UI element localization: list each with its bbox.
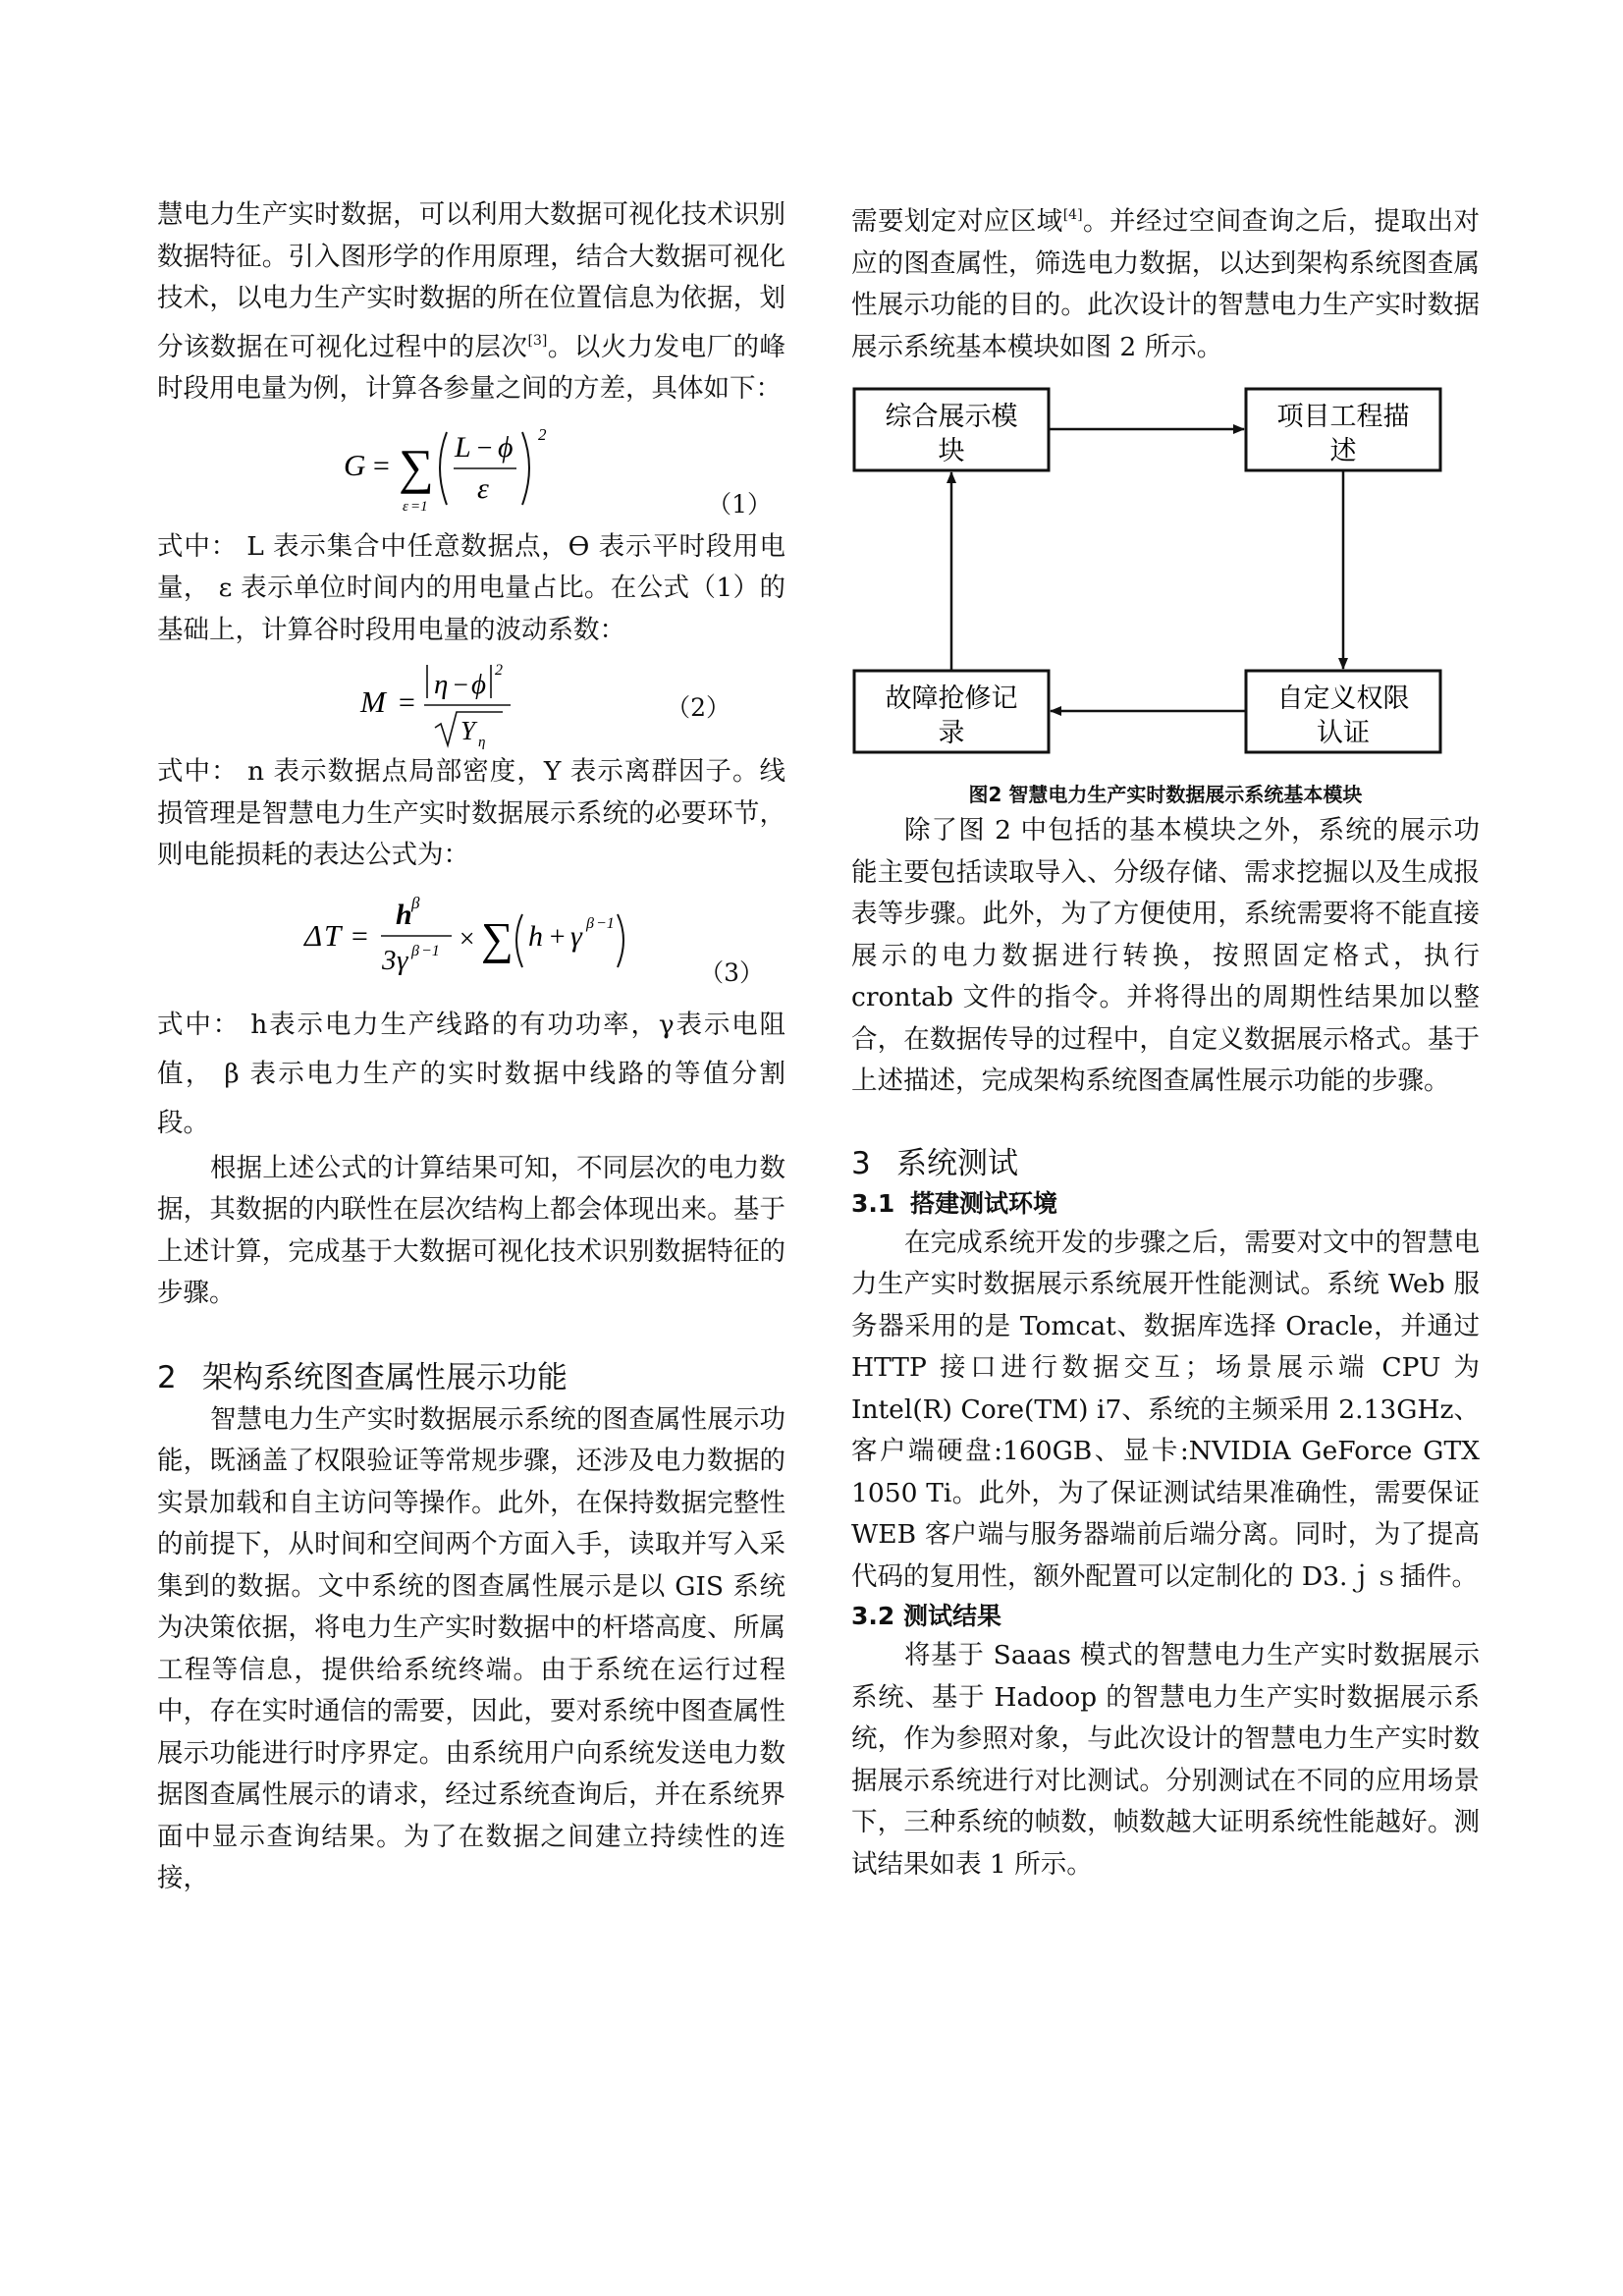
svg-text:×: × [458,923,476,955]
svg-text:=: = [350,919,370,953]
equation-number: （2） [666,693,730,722]
paragraph-text: 慧电力生产实时数据，可以利用大数据可视化技术识别数据特征。引入图形学的作用原理，结合大数据可视化技术，以电力生产实时数据的所在位置信息为依据，划分该数据在可视化过程中的层次 [157,199,785,362]
paragraph-eq2-explain: 式中： n 表示数据点局部密度，Y 表示离群因子。线损管理是智慧电力生产实时数据展示系统的必要环节，则电能损耗的表达公式为： [157,756,785,870]
paragraph-continued [851,194,1480,368]
svg-text:=: = [371,449,392,482]
section-title: 架构系统图查属性展示功能 [202,1359,568,1395]
paragraph-text: 。并经过空间查询之后，提取出对应的图查属性，筛选电力数据，以达到架构系统图查属性展示功能的目的。此次设计的智慧电力生产实时数据展示系统基本模块如图 2 所示。 [851,206,1481,362]
paragraph-eq3-explain: 式中： h表示电力生产线路的有功功率，γ表示电阻值， β 表示电力生产的实时数据中线路的等值分割段。 [157,1009,785,1138]
equation-1-graphic [157,410,785,526]
svg-text:ϕ: ϕ [498,430,514,464]
box-label: 述 [1329,436,1357,466]
box-label: 项目工程描 [1276,402,1410,432]
equation-number: （3） [699,957,764,987]
box-label: 录 [938,718,965,748]
figure-caption: 图2 智慧电力生产实时数据展示系统基本模块 [968,783,1363,806]
subsection-heading-3-1 [851,1185,1480,1223]
svg-text:∑: ∑ [481,912,514,963]
citation-ref: [4] [1062,207,1083,223]
module-diagram [851,386,1480,771]
svg-text:η: η [434,669,449,700]
svg-text:−: − [475,432,494,464]
svg-text:2: 2 [538,424,547,444]
subsection-number: 3.1 [851,1188,895,1218]
svg-text:=: = [397,686,417,719]
section-number: 3 [851,1145,871,1181]
paragraph-text: 需要划定对应区域 [851,206,1063,237]
svg-text:∑: ∑ [399,438,434,494]
svg-text:G: G [344,447,366,482]
citation-ref: [3] [527,332,548,349]
svg-text:η: η [478,735,486,750]
paragraph-summary: 根据上述公式的计算结果可知，不同层次的电力数据，其数据的内联性在层次结构上都会体现出来。基于上述计算，完成基于大数据可视化技术识别数据特征的步骤。 [157,1152,785,1308]
equation-number: （1） [707,489,772,519]
svg-text:ε: ε [477,471,489,505]
paragraph-text: 。以火力发电厂的峰时段用电量为例，计算各参量之间的方差，具体如下： [157,331,786,404]
svg-text:β: β [411,893,420,912]
section-heading-3 [851,1142,1480,1185]
svg-text:−: − [452,670,470,699]
section-number: 2 [157,1359,177,1395]
svg-text:β: β [411,942,419,959]
box-label: 自定义权限 [1276,683,1410,714]
svg-text:=1: =1 [410,498,428,515]
paragraph-test-results: 将基于 Saaas 模式的智慧电力生产实时数据展示系统、基于 Hadoop 的智慧电力生产实时数据展示系统，作为参照对象，与此次设计的智慧电力生产实时数据展示系统进行对比测试。分别测试在不同的应用场景下，三种系统的帧数，帧数越大证明系统性能越好。测试结果如表 1 所示。 [851,1640,1480,1880]
svg-text:ε: ε [403,498,408,515]
section-heading-2 [157,1356,785,1399]
svg-text:L: L [455,430,471,464]
svg-text:Y: Y [460,716,476,745]
svg-text:−1: −1 [421,942,440,959]
svg-text:ϕ: ϕ [471,669,487,700]
svg-text:γ: γ [397,944,408,976]
box-label: 块 [938,436,965,466]
paragraph-modules: 除了图 2 中包括的基本模块之外，系统的展示功能主要包括读取导入、分级存储、需求挖掘以及生成报表等步骤。此外，为了方便使用，系统需要将不能直接展示的电力数据进行转换，按照固定格式，执行 crontab 文件的指令。并将得出的周期性结果加以整合，在数据传导的过程中，自定义数据展示格式。基于上述描述，完成架构系统图查属性展示功能的步骤。 [851,815,1480,1096]
equation-1 [157,410,785,526]
svg-text:2: 2 [495,662,503,679]
svg-text:h: h [396,898,412,931]
svg-text:T: T [324,917,342,953]
box-label: 综合展示模 [885,402,1018,432]
section-title: 系统测试 [896,1145,1018,1181]
paragraph-intro [157,194,785,410]
left-column [157,194,785,1900]
equation-3-graphic [157,877,785,993]
box-label: 认证 [1317,718,1370,748]
subsection-title: 搭建测试环境 [910,1188,1058,1218]
paragraph-eq1-explain: 式中： L 表示集合中任意数据点，ϴ 表示平时段用电量， ε 表示单位时间内的用电量占比。在公式（1）的基础上，计算谷时段用电量的波动系数： [157,530,785,645]
svg-text:β: β [586,914,594,932]
equation-2 [157,651,785,751]
box-label: 故障抢修记 [885,683,1018,714]
svg-text:h: h [528,919,543,953]
svg-text:3: 3 [382,944,397,976]
svg-text:Δ: Δ [304,917,323,953]
paragraph-test-env: 在完成系统开发的步骤之后，需要对文中的智慧电力生产实时数据展示系统展开性能测试。系统 Web 服务器采用的是 Tomcat、数据库选择 Oracle，并通过 HTTP 接口进行数据交互；场景展示端 CPU 为 Intel(R) Core(TM) i7、系统的主频采用 2.13GHz、客户端硬盘:160GB、显卡:NVIDIA GeForce GTX 1050 Ti。此外，为了保证测试结果准确性，需要保证 WEB 客户端与服务器端前后端分离。同时，为了提高代码的复用性，额外配置可以定制化的 D3.ｊｓ插件。 [851,1227,1480,1592]
paragraph-section-2: 智慧电力生产实时数据展示系统的图查属性展示功能，既涵盖了权限验证等常规步骤，还涉及电力数据的实景加载和自主访问等操作。此外，在保持数据完整性的前提下，从时间和空间两个方面入手，读取并写入采集到的数据。文中系统的图查属性展示是以 GIS 系统为决策依据，将电力生产实时数据中的杆塔高度、所属工程等信息，提供给系统终端。由于系统在运行过程中，存在实时通信的需要，因此，要对系统中图查属性展示功能进行时序界定。由系统用户向系统发送电力数据图查属性展示的请求，经过系统查询后，并在系统界面中显示查询结果。为了在数据之间建立持续性的连接， [157,1403,785,1893]
svg-text:M: M [360,684,386,719]
svg-text:+: + [548,921,567,953]
svg-text:γ: γ [570,919,582,953]
right-column [851,194,1480,1886]
svg-text:−1: −1 [596,914,615,932]
subsection-heading-3-2: 3.2 测试结果 [851,1602,1001,1630]
equation-3 [157,877,785,993]
